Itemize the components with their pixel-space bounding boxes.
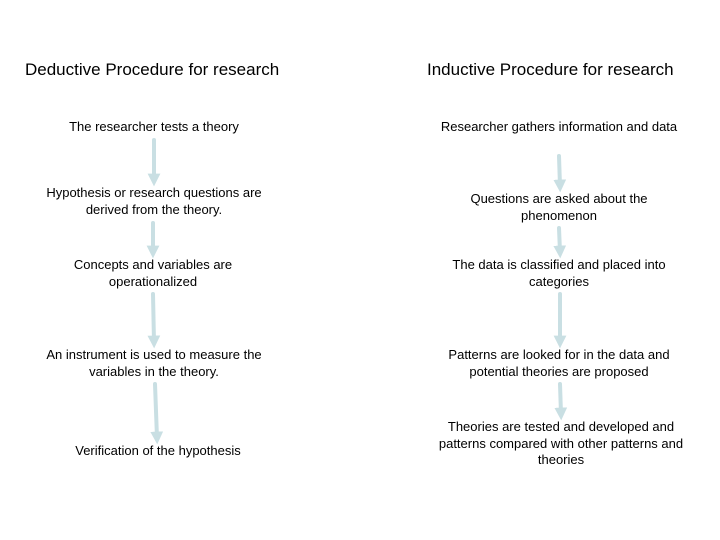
deductive-step-5: Verification of the hypothesis bbox=[75, 443, 241, 458]
inductive-arrow-4 bbox=[560, 384, 561, 414]
deductive-step-3: Concepts and variables are operationalized bbox=[73, 257, 233, 289]
inductive-step-4: Patterns are looked for in the data and potential theories are proposed bbox=[448, 347, 670, 379]
deductive-title: Deductive Procedure for research bbox=[25, 60, 280, 79]
inductive-step-1: Researcher gathers information and data bbox=[440, 119, 678, 134]
inductive-arrow-1 bbox=[559, 156, 560, 186]
inductive-title: Inductive Procedure for research bbox=[427, 60, 674, 79]
deductive-arrow-3 bbox=[153, 294, 154, 342]
deductive-arrow-4 bbox=[155, 384, 157, 438]
inductive-step-2: Questions are asked about the phenomenon bbox=[470, 191, 648, 223]
deductive-step-2: Hypothesis or research questions are derived from the theory. bbox=[46, 185, 262, 217]
inductive-step-5: Theories are tested and developed and patterns compared with other patterns and theories bbox=[438, 419, 684, 467]
deductive-step-1: The researcher tests a theory bbox=[69, 119, 239, 134]
inductive-arrow-2 bbox=[559, 228, 560, 252]
deductive-step-4: An instrument is used to measure the variables in the theory. bbox=[46, 347, 262, 379]
inductive-step-3: The data is classified and placed into categories bbox=[452, 257, 666, 289]
